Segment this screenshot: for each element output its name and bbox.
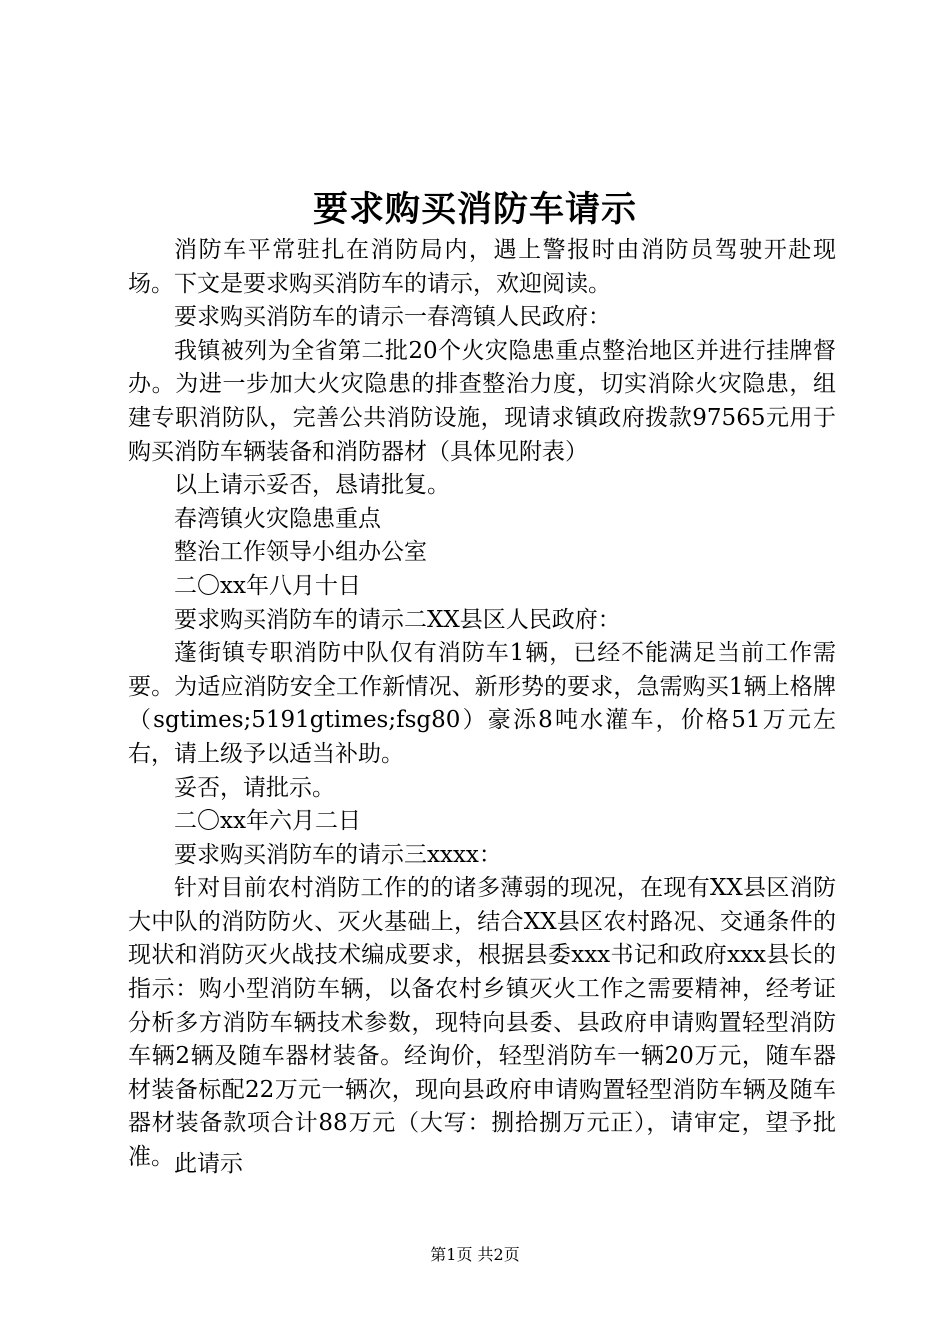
paragraph-request-one-body: 我镇被列为全省第二批20个火灾隐患重点整治地区并进行挂牌督办。为进一步加大火灾隐患的排查整治力度，切实消除火灾隐患，组建专职消防队，完善公共消防设施，现请求镇政府拨款97565元用于购买消防车辆装备和消防器材（具体见附表） (128, 337, 836, 465)
paragraph-request-one-closing: 以上请示妥否，恳请批复。 (174, 472, 450, 499)
paragraph-signature-line-2: 整治工作领导小组办公室 (174, 539, 427, 566)
paragraph-request-two-body: 蓬街镇专职消防中队仅有消防车1辆，已经不能满足当前工作需要。为适应消防安全工作新情况、新形势的要求，急需购买1辆上格牌（sgtimes;5191gtimes;fsg80）豪泺8吨水灌车，价格51万元左右，请上级予以适当补助。 (128, 640, 836, 767)
paragraph-intro: 消防车平常驻扎在消防局内，遇上警报时由消防员驾驶开赴现场。下文是要求购买消防车的请示，欢迎阅读。 (128, 237, 836, 297)
closing-line: 此请示 (174, 1151, 243, 1177)
paragraph-request-two-heading: 要求购买消防车的请示二XX县区人民政府： (174, 606, 621, 633)
paragraph-request-two-closing: 妥否，请批示。 (174, 774, 335, 801)
page-footer: 第1页 共2页 (430, 1245, 520, 1264)
paragraph-request-three-body: 针对目前农村消防工作的的诸多薄弱的现况，在现有XX县区消防大中队的消防防火、灭火基础上，结合XX县区农村路况、交通条件的现状和消防灭火战技术编成要求，根据县委xxx书记和政府xxx县长的指示：购小型消防车辆，以备农村乡镇灭火工作之需要精神，经考证分析多方消防车辆技术参数，现特向县委、县政府申请购置轻型消防车辆2辆及随车器材装备。经询价，轻型消防车一辆20万元，随车器材装备标配22万元一辆次，现向县政府申请购置轻型消防车辆及随车器材装备款项合计88万元（大写：捌拾捌万元正），请审定，望予批准。 (128, 875, 836, 1171)
document-body (128, 234, 836, 1175)
paragraph-request-three-heading: 要求购买消防车的请示三xxxx： (174, 841, 502, 868)
paragraph-request-one-heading: 要求购买消防车的请示一春湾镇人民政府： (174, 304, 611, 331)
document-title: 要求购买消防车请示 (312, 189, 637, 230)
paragraph-signature-line-1: 春湾镇火灾隐患重点 (174, 505, 381, 532)
paragraph-date-two: 二〇xx年六月二日 (174, 808, 361, 835)
paragraph-date-one: 二〇xx年八月十日 (174, 572, 361, 599)
